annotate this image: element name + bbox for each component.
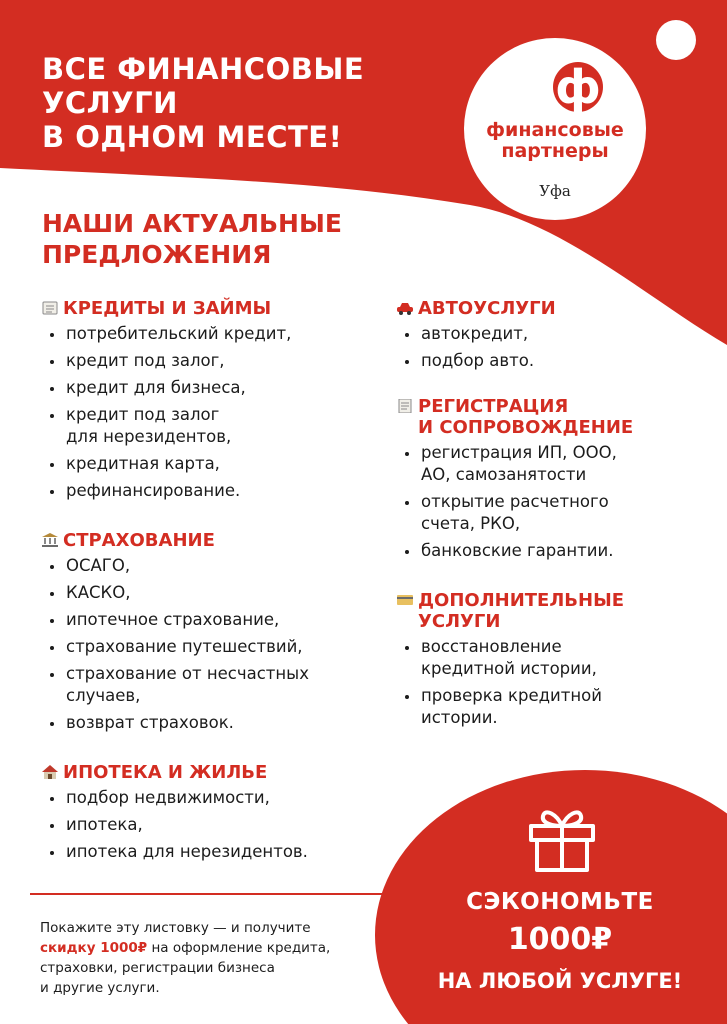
list-item-text: ипотека, (66, 815, 143, 834)
section-insurance-heading (42, 530, 372, 551)
list-item (397, 540, 707, 562)
list-item-text: кредит под залог (66, 405, 220, 424)
list-item-text: ипотека для нерезидентов. (66, 842, 308, 861)
promo-line (40, 938, 380, 958)
list-item (397, 442, 707, 486)
list-item (42, 377, 362, 399)
list-item-text: КАСКО, (66, 583, 131, 602)
headline-line: УСЛУГИ (42, 86, 178, 120)
divider-line (30, 893, 390, 895)
list-item (42, 636, 372, 658)
offers-title (42, 208, 342, 270)
savings-amount: 1000₽ (507, 922, 613, 957)
house-icon (42, 765, 58, 779)
section-registration-heading (397, 396, 707, 438)
section-title (418, 590, 624, 632)
list-item (42, 787, 372, 809)
logo-icon: ф (553, 62, 603, 112)
list-item-text: ипотечное страхование, (66, 610, 280, 629)
list-item-text: регистрация ИП, ООО, (421, 443, 617, 462)
document-icon (397, 399, 413, 413)
section-title-line: УСЛУГИ (418, 611, 501, 632)
promo-line: и другие услуги. (40, 980, 160, 996)
promo-line: страховки, регистрации бизнеса (40, 960, 275, 976)
section-mortgage (42, 762, 372, 868)
logo-name-line: партнеры (501, 140, 609, 162)
section-auto (397, 298, 697, 377)
list-item-text: проверка кредитной (421, 686, 602, 705)
card-icon (397, 593, 413, 607)
credits-list (42, 323, 362, 502)
section-registration (397, 396, 707, 567)
list-item-text: подбор авто. (421, 351, 535, 370)
list-item (42, 609, 372, 631)
list-item-text: возврат страховок. (66, 713, 234, 732)
logo-name-line: финансовые (486, 119, 624, 141)
gift-icon (527, 800, 597, 872)
list-item (42, 582, 372, 604)
list-item-text: кредитной истории, (421, 659, 597, 678)
logo-city: Уфа (539, 182, 571, 200)
list-item (42, 841, 372, 863)
list-item-text: банковские гарантии. (421, 541, 614, 560)
clipboard-icon (42, 301, 58, 315)
list-item-text: АО, самозанятости (421, 465, 587, 484)
section-extra-heading (397, 590, 707, 632)
list-item (42, 323, 362, 345)
promo-line-rest: на оформление кредита, (147, 940, 331, 956)
promo-text (40, 918, 380, 998)
section-credits (42, 298, 362, 507)
list-item (42, 453, 362, 475)
section-mortgage-heading (42, 762, 372, 783)
list-item-text: страхование от несчастных (66, 664, 309, 683)
bank-icon (42, 533, 58, 547)
list-item (397, 350, 697, 372)
list-item-text: ОСАГО, (66, 556, 131, 575)
headline-line: В ОДНОМ МЕСТЕ! (42, 120, 343, 154)
offers-title-line: НАШИ АКТУАЛЬНЫЕ (42, 209, 342, 238)
list-item (42, 480, 362, 502)
list-item-text: кредит под залог, (66, 351, 225, 370)
offers-title-line: ПРЕДЛОЖЕНИЯ (42, 240, 272, 269)
section-title-line: ДОПОЛНИТЕЛЬНЫЕ (418, 590, 625, 611)
list-item (42, 712, 372, 734)
section-title: АВТОУСЛУГИ (418, 298, 556, 319)
decorative-dot (656, 20, 696, 60)
list-item (397, 685, 707, 729)
logo-name (466, 120, 644, 162)
section-title: ИПОТЕКА И ЖИЛЬЕ (63, 762, 268, 783)
headline-line: ВСЕ ФИНАНСОВЫЕ (42, 52, 365, 86)
list-item-text: кредитная карта, (66, 454, 220, 473)
car-icon (397, 301, 413, 315)
list-item (42, 663, 372, 707)
list-item-text: подбор недвижимости, (66, 788, 270, 807)
extra-list (397, 636, 707, 729)
section-insurance (42, 530, 372, 739)
section-title-line: И СОПРОВОЖДЕНИЕ (418, 417, 634, 438)
list-item (397, 636, 707, 680)
section-extra (397, 590, 707, 734)
section-credits-heading (42, 298, 362, 319)
main-headline (42, 52, 364, 154)
list-item-text: рефинансирование. (66, 481, 241, 500)
list-item-text: для нерезидентов, (66, 427, 232, 446)
mortgage-list (42, 787, 372, 863)
list-item-text: потребительский кредит, (66, 324, 292, 343)
list-item (42, 814, 372, 836)
list-item (397, 491, 707, 535)
list-item-text: восстановление (421, 637, 562, 656)
auto-list (397, 323, 697, 372)
list-item (42, 404, 362, 448)
section-title-line: РЕГИСТРАЦИЯ (418, 396, 569, 417)
list-item-text: кредит для бизнеса, (66, 378, 246, 397)
section-title: КРЕДИТЫ И ЗАЙМЫ (63, 298, 272, 319)
registration-list (397, 442, 707, 562)
section-auto-heading (397, 298, 697, 319)
savings-line: НА ЛЮБОЙ УСЛУГЕ! (437, 969, 683, 993)
list-item (42, 350, 362, 372)
promo-line: Покажите эту листовку — и получите (40, 920, 311, 936)
list-item-text: счета, РКО, (421, 514, 521, 533)
list-item-text: автокредит, (421, 324, 529, 343)
discount-highlight: скидку 1000₽ (40, 940, 148, 956)
section-title (418, 396, 633, 438)
list-item (42, 555, 372, 577)
list-item-text: истории. (421, 708, 498, 727)
insurance-list (42, 555, 372, 734)
savings-badge (400, 888, 720, 996)
list-item-text: страхование путешествий, (66, 637, 303, 656)
list-item (397, 323, 697, 345)
savings-line: СЭКОНОМЬТЕ (466, 889, 654, 915)
section-title: СТРАХОВАНИЕ (63, 530, 215, 551)
list-item-text: открытие расчетного (421, 492, 609, 511)
list-item-text: случаев, (66, 686, 141, 705)
